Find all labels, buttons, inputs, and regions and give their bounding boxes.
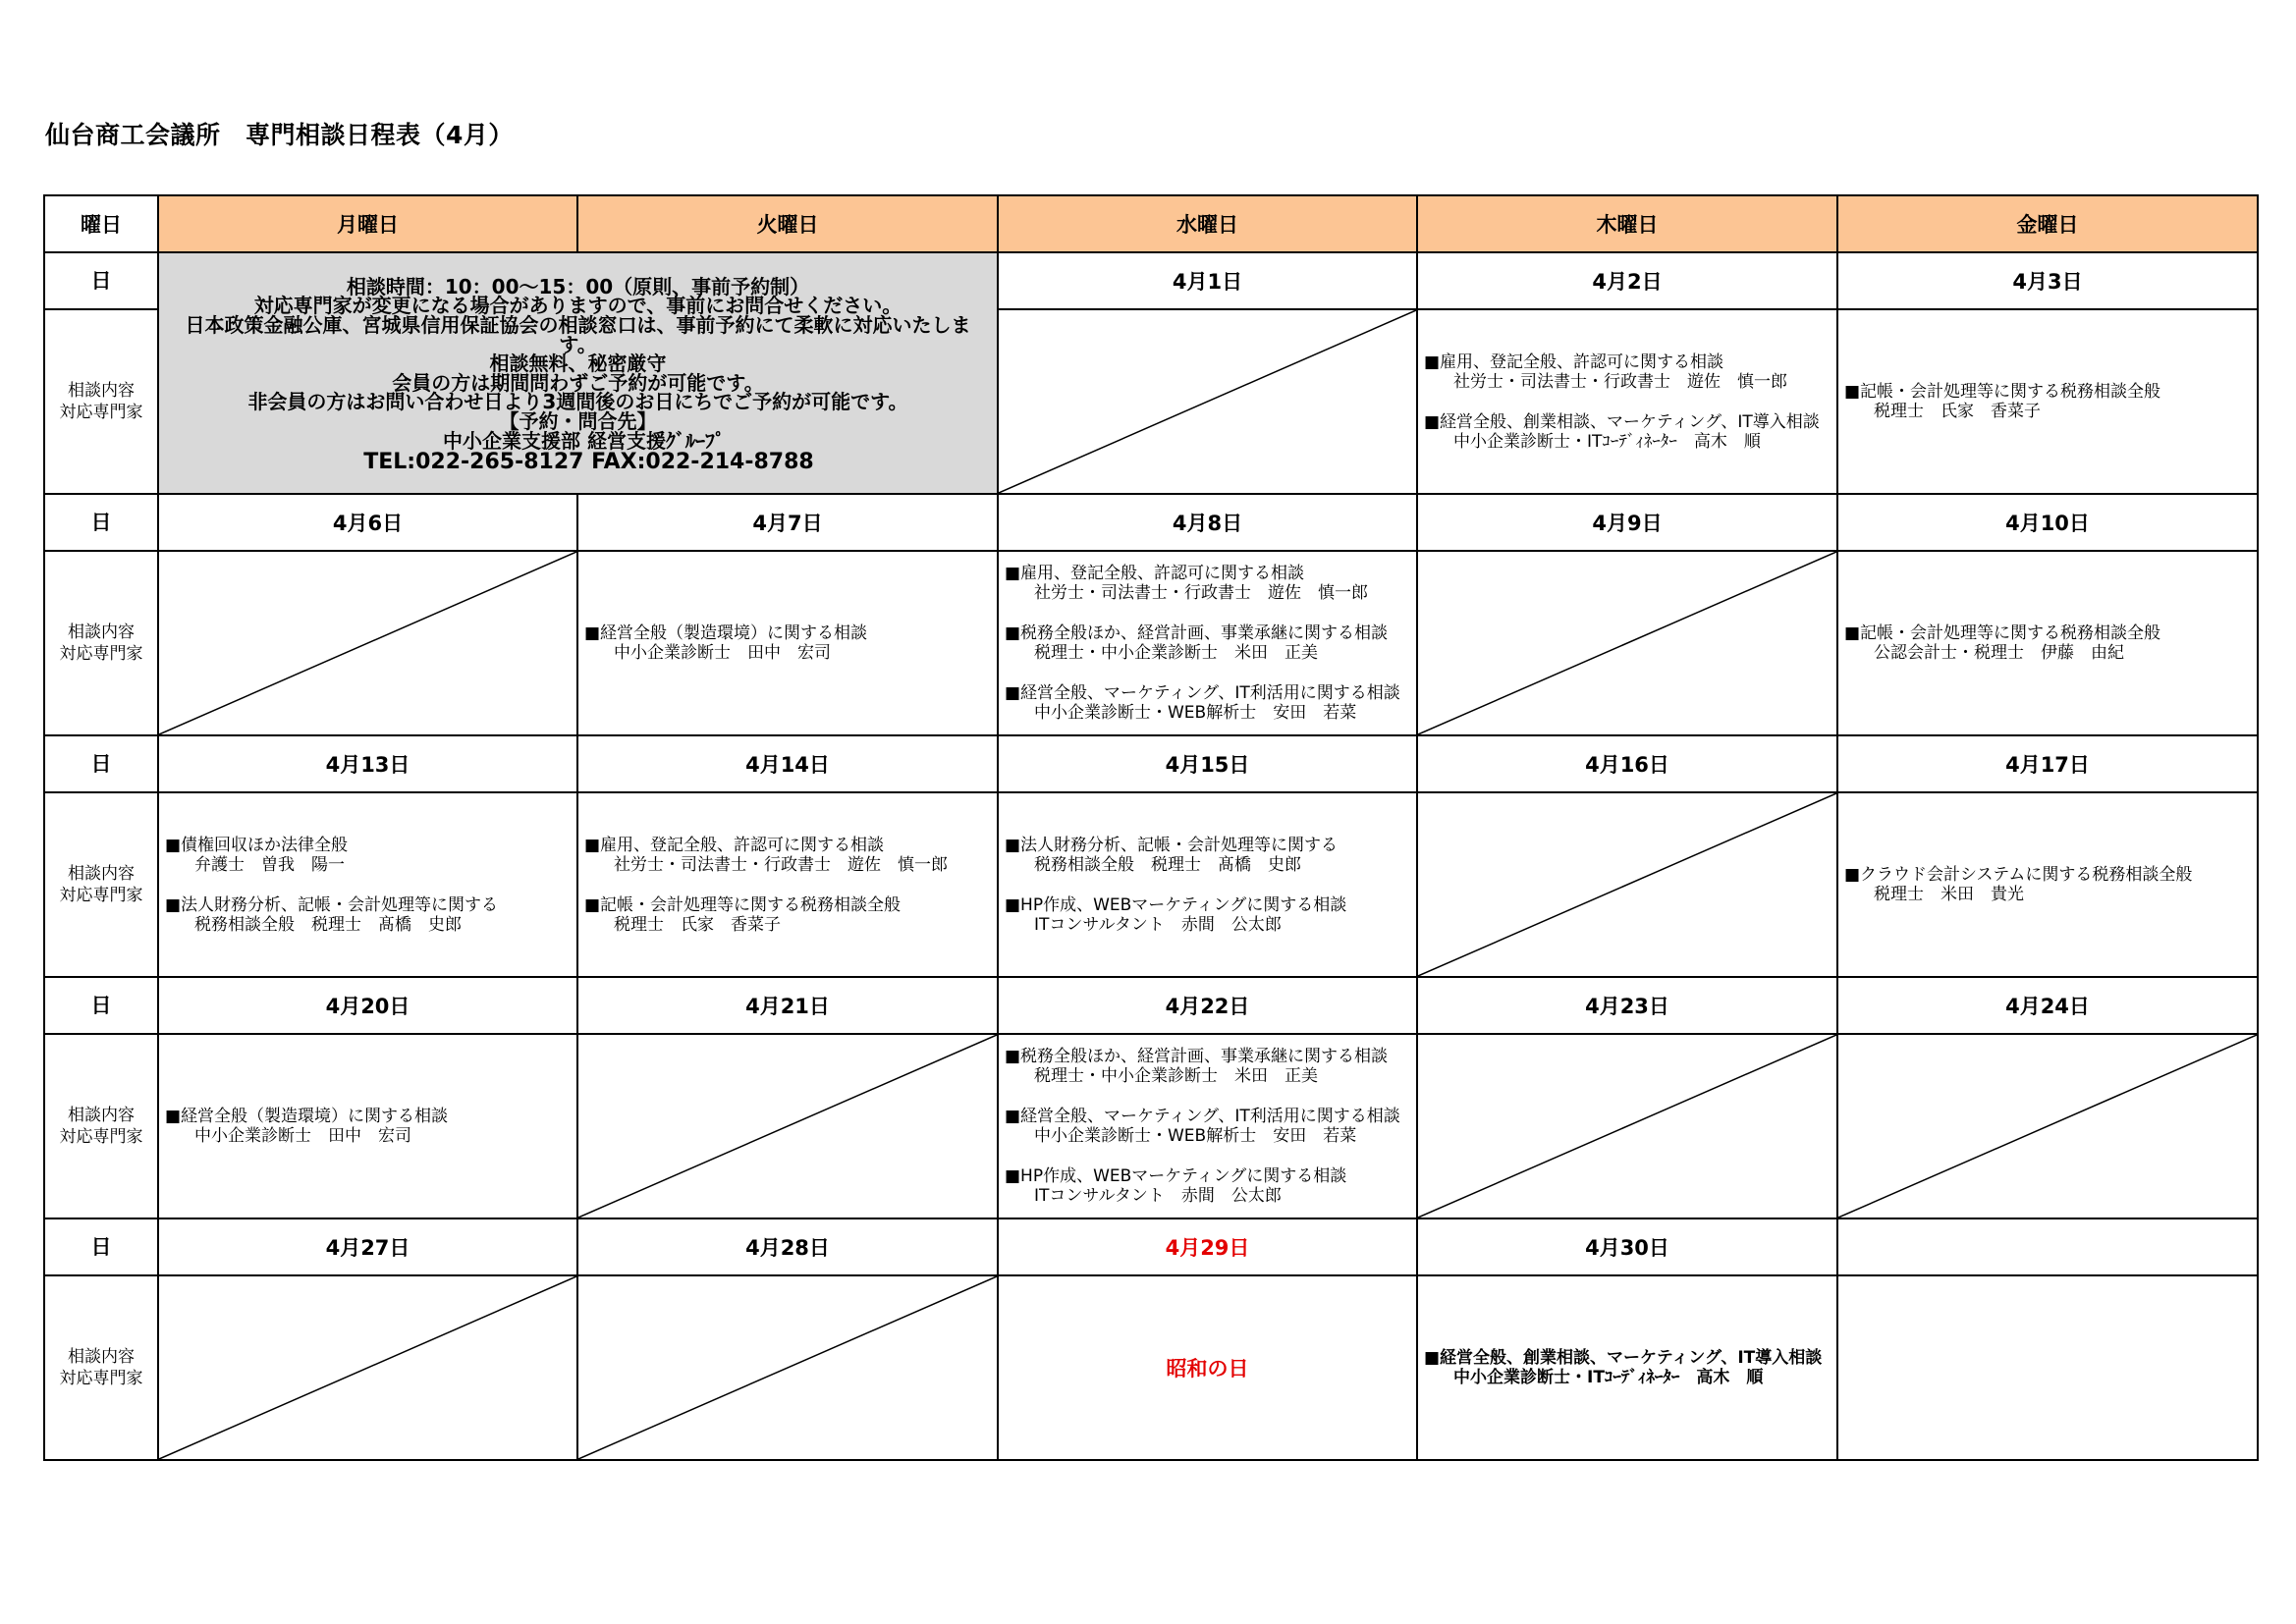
consultation-expert: 中小企業診断士・WEB解析士 安田 若菜 [1034, 703, 1357, 723]
consultation-entry [1844, 623, 2257, 663]
diagonal-slash-mark [578, 1276, 997, 1459]
consultation-entry [1005, 1047, 1416, 1086]
content-row-label [44, 551, 158, 735]
consultation-expert: 税務相談全般 税理士 髙橋 史郎 [194, 914, 462, 935]
consultation-entry [1005, 895, 1416, 935]
date-cell-wed: 4月1日 [998, 252, 1417, 309]
consultation-list [1838, 865, 2257, 904]
date-cell-tue: 4月14日 [577, 735, 998, 792]
consultation-expert: 税務相談全般 税理士 髙橋 史郎 [1034, 854, 1301, 875]
content-row-label [44, 1034, 158, 1218]
content-label-line: 相談内容 [68, 864, 135, 884]
consultation-entry [1005, 683, 1416, 723]
consultation-cell-wed [998, 792, 1417, 977]
diagonal-slash-mark [159, 552, 576, 734]
date-cell-mon: 4月13日 [158, 735, 577, 792]
date-cell-fri: 4月3日 [1837, 252, 2258, 309]
consultation-entry [584, 895, 997, 935]
consultation-entry [1005, 1107, 1416, 1146]
consultation-expert: 税理士・中小企業診断士 米田 正美 [1034, 643, 1318, 663]
consultation-list [999, 564, 1416, 723]
consultation-topic: ■経営全般（製造環境）に関する相談 [165, 1107, 449, 1126]
consultation-expert: 税理士 氏家 香菜子 [1874, 402, 2041, 421]
consultation-entry [1424, 352, 1836, 392]
expert-label-line: 対応専門家 [59, 644, 143, 664]
date-cell-fri: 4月10日 [1837, 494, 2258, 551]
consultation-expert: 社労士・司法書士・行政書士 遊佐 慎一郎 [1034, 583, 1368, 603]
notice-text [159, 272, 997, 474]
consultation-topic: ■経営全般、マーケティング、IT利活用に関する相談 [1005, 683, 1400, 703]
weekday-header-wed: 水曜日 [998, 195, 1417, 252]
content-row [44, 792, 2258, 977]
consultation-entry [1844, 382, 2257, 421]
date-cell-thu: 4月23日 [1417, 977, 1837, 1034]
consultation-entry [1005, 564, 1416, 603]
consultation-cell-mon [158, 1034, 577, 1218]
content-row [44, 1034, 2258, 1218]
date-cell-thu: 4月2日 [1417, 252, 1837, 309]
consultation-list [1838, 382, 2257, 421]
diagonal-slash-mark [1838, 1035, 2257, 1218]
notice-line: 日本政策金融公庫、宮城県信用保証協会の相談窓口は、事前予約にて柔軟に対応いたしま [185, 313, 971, 338]
content-label-line: 相談内容 [68, 381, 135, 401]
notice-line: す。 [559, 332, 597, 356]
consultation-topic: ■経営全般（製造環境）に関する相談 [584, 623, 868, 643]
consultation-cell-fri [1837, 551, 2258, 735]
consultation-cell-tue [577, 1034, 998, 1218]
consultation-cell-fri [1837, 309, 2258, 494]
consultation-expert: 税理士・中小企業診断士 米田 正美 [1034, 1066, 1318, 1086]
date-cell-wed: 4月22日 [998, 977, 1417, 1034]
weekday-header-tue: 火曜日 [577, 195, 998, 252]
consultation-topic: ■雇用、登記全般、許認可に関する相談 [584, 835, 885, 855]
date-row-label: 日 [44, 494, 158, 551]
date-row-label: 日 [44, 735, 158, 792]
notice-line: 【予約・問合先】 [499, 408, 657, 433]
date-cell-thu: 4月16日 [1417, 735, 1837, 792]
notice-line: TEL:022-265-8127 FAX:022-214-8788 [363, 450, 814, 475]
consultation-entry [584, 623, 997, 663]
date-cell-thu: 4月9日 [1417, 494, 1837, 551]
date-row [44, 977, 2258, 1034]
consultation-cell-fri [1837, 1275, 2258, 1460]
consultation-expert: 弁護士 曽我 陽一 [194, 854, 345, 875]
consultation-cell-wed [998, 309, 1417, 494]
consultation-list [1418, 1348, 1836, 1387]
consultation-expert: 社労士・司法書士・行政書士 遊佐 慎一郎 [1453, 371, 1787, 392]
content-row-label [44, 309, 158, 494]
content-row [44, 1275, 2258, 1460]
consultation-expert: ITコンサルタント 赤間 公太郎 [1034, 1186, 1282, 1206]
expert-label-line: 対応専門家 [59, 1127, 143, 1147]
notice-line: 相談時間：10：00～15：00（原則、事前予約制） [346, 274, 810, 298]
date-cell-wed: 4月29日 [998, 1218, 1417, 1275]
consultation-cell-wed [998, 1275, 1417, 1460]
consultation-list [1418, 352, 1836, 452]
consultation-expert: 中小企業診断士 田中 宏司 [194, 1126, 411, 1146]
consultation-cell-wed [998, 551, 1417, 735]
consultation-entry [584, 836, 997, 875]
consultation-topic: ■記帳・会計処理等に関する税務相談全般 [1844, 382, 2161, 402]
expert-label-line: 対応専門家 [59, 403, 143, 422]
weekday-header-label: 曜日 [44, 195, 158, 252]
consultation-cell-mon [158, 792, 577, 977]
consultation-entry [1005, 623, 1416, 663]
content-row [44, 551, 2258, 735]
consultation-entry [1005, 1166, 1416, 1206]
notice-line: 対応専門家が変更になる場合がありますので、事前にお問合せください。 [253, 294, 902, 318]
consultation-list [159, 836, 576, 935]
consultation-cell-wed [998, 1034, 1417, 1218]
consultation-topic: ■経営全般、創業相談、マーケティング、IT導入相談 [1424, 1348, 1823, 1368]
consultation-expert: 税理士 氏家 香菜子 [614, 914, 781, 935]
weekday-header-fri: 金曜日 [1837, 195, 2258, 252]
date-cell-fri [1837, 1218, 2258, 1275]
date-cell-tue: 4月7日 [577, 494, 998, 551]
consultation-entry [165, 836, 576, 875]
consultation-topic: ■税務全般ほか、経営計画、事業承継に関する相談 [1005, 623, 1389, 643]
consultation-list [159, 1107, 576, 1146]
weekday-header-mon: 月曜日 [158, 195, 577, 252]
consultation-entry [1424, 412, 1836, 452]
date-cell-mon: 4月20日 [158, 977, 577, 1034]
consultation-cell-fri [1837, 1034, 2258, 1218]
schedule-table [43, 194, 2259, 1461]
consultation-expert: 中小企業診断士・WEB解析士 安田 若菜 [1034, 1126, 1357, 1146]
diagonal-slash-mark [1418, 1035, 1836, 1218]
notice-line: 非会員の方はお問い合わせ日より3週間後のお日にちでご予約が可能です。 [247, 390, 908, 414]
consultation-cell-tue [577, 792, 998, 977]
consultation-topic: ■法人財務分析、記帳・会計処理等に関する [165, 894, 499, 915]
date-row [44, 252, 2258, 309]
consultation-expert: 中小企業診断士・ITｺｰﾃﾞｨﾈｰﾀｰ 高木 順 [1453, 1368, 1764, 1387]
consultation-topic: ■税務全般ほか、経営計画、事業承継に関する相談 [1005, 1047, 1389, 1066]
diagonal-slash-mark [1418, 793, 1836, 976]
diagonal-slash-mark [159, 1276, 576, 1459]
consultation-cell-mon [158, 1275, 577, 1460]
date-cell-wed: 4月8日 [998, 494, 1417, 551]
diagonal-slash-mark [1418, 552, 1836, 734]
consultation-cell-thu [1417, 309, 1837, 494]
consultation-expert: 税理士 米田 貴光 [1874, 885, 2024, 904]
consultation-topic: ■雇用、登記全般、許認可に関する相談 [1005, 564, 1305, 583]
consultation-list [999, 836, 1416, 935]
consultation-expert: ITコンサルタント 赤間 公太郎 [1034, 914, 1282, 935]
content-label-line: 相談内容 [68, 1106, 135, 1125]
date-cell-mon: 4月27日 [158, 1218, 577, 1275]
date-cell-wed: 4月15日 [998, 735, 1417, 792]
notice-line: 中小企業支援部 経営支援ｸﾞﾙｰﾌﾟ [443, 428, 725, 453]
consultation-expert: 社労士・司法書士・行政書士 遊佐 慎一郎 [614, 854, 948, 875]
date-row-label: 日 [44, 977, 158, 1034]
content-row-label [44, 1275, 158, 1460]
page-title: 仙台商工会議所 専門相談日程表（4月） [45, 121, 514, 149]
consultation-list [999, 1047, 1416, 1206]
consultation-topic: ■雇用、登記全般、許認可に関する相談 [1424, 352, 1724, 372]
consultation-cell-thu [1417, 792, 1837, 977]
diagonal-slash-mark [578, 1035, 997, 1218]
consultation-topic: ■法人財務分析、記帳・会計処理等に関する [1005, 835, 1339, 855]
consultation-topic: ■記帳・会計処理等に関する税務相談全般 [1844, 623, 2161, 643]
consultation-topic: ■債権回収ほか法律全般 [165, 835, 349, 855]
weekday-header-row [44, 195, 2258, 252]
content-label-line: 相談内容 [68, 623, 135, 642]
date-cell-fri: 4月17日 [1837, 735, 2258, 792]
notice-line: 会員の方は期間問わずご予約が可能です。 [392, 370, 764, 395]
content-label-line: 相談内容 [68, 1347, 135, 1367]
consultation-topic: ■経営全般、マーケティング、IT利活用に関する相談 [1005, 1107, 1400, 1126]
diagonal-slash-mark [999, 310, 1416, 493]
consultation-entry [1005, 836, 1416, 875]
consultation-list [1838, 623, 2257, 663]
date-cell-mon: 4月6日 [158, 494, 577, 551]
consultation-list [578, 623, 997, 663]
notice-line: 相談無料、秘密厳守 [489, 352, 667, 376]
date-cell-tue: 4月21日 [577, 977, 998, 1034]
content-row-label [44, 792, 158, 977]
consultation-cell-tue [577, 551, 998, 735]
consultation-cell-thu [1417, 1034, 1837, 1218]
consultation-topic: ■HP作成、WEBマーケティングに関する相談 [1005, 1166, 1347, 1186]
consultation-expert: 中小企業診断士・ITｺｰﾃﾞｨﾈｰﾀｰ 高木 順 [1453, 431, 1761, 452]
date-row-label: 日 [44, 252, 158, 309]
consultation-expert: 中小企業診断士 田中 宏司 [614, 643, 831, 663]
date-row [44, 735, 2258, 792]
date-row [44, 494, 2258, 551]
consultation-entry [1424, 1348, 1836, 1387]
date-row-label: 日 [44, 1218, 158, 1275]
consultation-expert: 公認会計士・税理士 伊藤 由紀 [1874, 643, 2124, 663]
consultation-entry [165, 1107, 576, 1146]
consultation-entry [165, 895, 576, 935]
date-cell-fri: 4月24日 [1837, 977, 2258, 1034]
expert-label-line: 対応専門家 [59, 1369, 143, 1388]
date-cell-thu: 4月30日 [1417, 1218, 1837, 1275]
weekday-header-thu: 木曜日 [1417, 195, 1837, 252]
consultation-cell-thu [1417, 1275, 1837, 1460]
expert-label-line: 対応専門家 [59, 886, 143, 905]
date-row [44, 1218, 2258, 1275]
holiday-label: 昭和の日 [1166, 1357, 1249, 1380]
consultation-list [578, 836, 997, 935]
consultation-topic: ■HP作成、WEBマーケティングに関する相談 [1005, 894, 1347, 915]
notice-box [158, 252, 998, 494]
consultation-entry [1844, 865, 2257, 904]
consultation-cell-tue [577, 1275, 998, 1460]
consultation-cell-thu [1417, 551, 1837, 735]
consultation-cell-mon [158, 551, 577, 735]
consultation-topic: ■記帳・会計処理等に関する税務相談全般 [584, 894, 902, 915]
consultation-cell-fri [1837, 792, 2258, 977]
date-cell-tue: 4月28日 [577, 1218, 998, 1275]
consultation-topic: ■経営全般、創業相談、マーケティング、IT導入相談 [1424, 411, 1820, 432]
consultation-topic: ■クラウド会計システムに関する税務相談全般 [1844, 865, 2193, 885]
